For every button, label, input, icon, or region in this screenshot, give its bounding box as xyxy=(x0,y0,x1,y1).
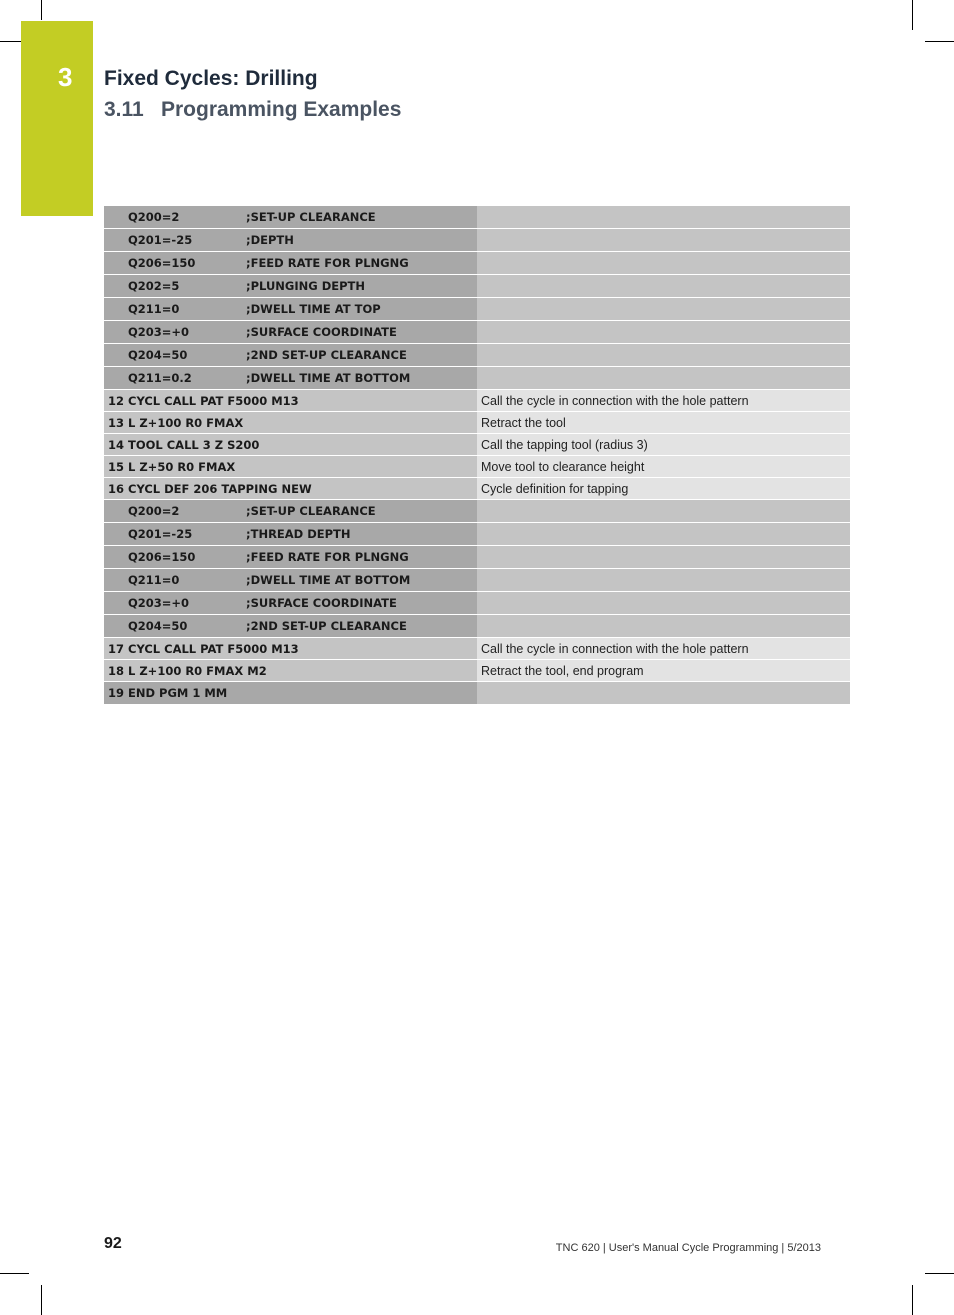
code-cell: 12 CYCL CALL PAT F5000 M13 xyxy=(104,390,477,412)
table-row xyxy=(104,615,850,638)
description-cell: Call the cycle in connection with the hole pattern xyxy=(477,638,850,660)
description-cell xyxy=(477,344,850,367)
table-row xyxy=(104,500,850,523)
table-row xyxy=(104,298,850,321)
footer-text: TNC 620 | User's Manual Cycle Programming | 5/2013 xyxy=(555,1242,821,1254)
param-value: Q211=0 xyxy=(128,573,180,587)
param-value: Q204=50 xyxy=(128,619,188,633)
table-row xyxy=(104,682,850,705)
chapter-title: Fixed Cycles: Drilling xyxy=(104,67,318,90)
description-cell xyxy=(477,206,850,229)
param-comment: ;DEPTH xyxy=(246,233,294,247)
code-cell xyxy=(104,546,477,569)
crop-mark xyxy=(41,1285,42,1315)
crop-mark xyxy=(925,1273,954,1274)
code-cell xyxy=(104,367,477,390)
description-cell xyxy=(477,546,850,569)
table-row xyxy=(104,344,850,367)
param-comment: ;SURFACE COORDINATE xyxy=(246,596,397,610)
param-comment: ;DWELL TIME AT BOTTOM xyxy=(246,573,411,587)
description-cell xyxy=(477,592,850,615)
param-value: Q202=5 xyxy=(128,279,180,293)
crop-mark xyxy=(41,0,42,20)
table-row xyxy=(104,252,850,275)
code-cell xyxy=(104,229,477,252)
param-comment: ;DWELL TIME AT TOP xyxy=(246,302,381,316)
param-comment: ;FEED RATE FOR PLNGNG xyxy=(246,550,409,564)
table-row xyxy=(104,412,850,434)
crop-mark xyxy=(925,41,954,42)
description-cell xyxy=(477,682,850,705)
description-cell: Move tool to clearance height xyxy=(477,456,850,478)
description-cell xyxy=(477,615,850,638)
table-row xyxy=(104,456,850,478)
code-cell xyxy=(104,615,477,638)
code-cell: 19 END PGM 1 MM xyxy=(104,682,477,705)
crop-mark xyxy=(0,1273,29,1274)
param-comment: ;SET-UP CLEARANCE xyxy=(246,504,376,518)
description-cell xyxy=(477,275,850,298)
table-row xyxy=(104,638,850,660)
table-row xyxy=(104,275,850,298)
param-value: Q211=0.2 xyxy=(128,371,192,385)
table-row xyxy=(104,321,850,344)
code-cell: 14 TOOL CALL 3 Z S200 xyxy=(104,434,477,456)
table-row xyxy=(104,434,850,456)
code-cell xyxy=(104,321,477,344)
description-cell xyxy=(477,252,850,275)
crop-mark xyxy=(912,0,913,30)
param-value: Q200=2 xyxy=(128,210,180,224)
crop-mark xyxy=(912,1285,913,1315)
description-cell xyxy=(477,321,850,344)
description-cell xyxy=(477,569,850,592)
param-comment: ;2ND SET-UP CLEARANCE xyxy=(246,348,407,362)
description-cell: Retract the tool xyxy=(477,412,850,434)
code-cell: 15 L Z+50 R0 FMAX xyxy=(104,456,477,478)
page-number: 92 xyxy=(104,1235,122,1252)
param-comment: ;DWELL TIME AT BOTTOM xyxy=(246,371,411,385)
param-value: Q201=-25 xyxy=(128,527,193,541)
section-number: 3.11 xyxy=(104,98,144,121)
code-cell xyxy=(104,344,477,367)
description-cell: Retract the tool, end program xyxy=(477,660,850,682)
table-row xyxy=(104,229,850,252)
crop-mark xyxy=(0,41,21,42)
table-row xyxy=(104,478,850,500)
param-value: Q211=0 xyxy=(128,302,180,316)
table-row xyxy=(104,546,850,569)
table-row xyxy=(104,523,850,546)
description-cell: Call the tapping tool (radius 3) xyxy=(477,434,850,456)
table-row xyxy=(104,569,850,592)
code-cell: 16 CYCL DEF 206 TAPPING NEW xyxy=(104,478,477,500)
code-cell xyxy=(104,592,477,615)
code-cell: 13 L Z+100 R0 FMAX xyxy=(104,412,477,434)
description-cell xyxy=(477,500,850,523)
table-row xyxy=(104,592,850,615)
param-comment: ;THREAD DEPTH xyxy=(246,527,351,541)
param-value: Q203=+0 xyxy=(128,325,190,339)
code-cell xyxy=(104,206,477,229)
description-cell xyxy=(477,229,850,252)
param-comment: ;PLUNGING DEPTH xyxy=(246,279,365,293)
param-comment: ;SET-UP CLEARANCE xyxy=(246,210,376,224)
param-value: Q206=150 xyxy=(128,550,196,564)
code-cell: 18 L Z+100 R0 FMAX M2 xyxy=(104,660,477,682)
nc-program-table xyxy=(104,206,850,705)
param-value: Q204=50 xyxy=(128,348,188,362)
description-cell xyxy=(477,367,850,390)
table-row xyxy=(104,206,850,229)
description-cell xyxy=(477,298,850,321)
chapter-tab xyxy=(21,21,93,216)
description-cell: Cycle definition for tapping xyxy=(477,478,850,500)
section-name: Programming Examples xyxy=(161,98,402,121)
param-value: Q203=+0 xyxy=(128,596,190,610)
param-value: Q200=2 xyxy=(128,504,180,518)
param-value: Q206=150 xyxy=(128,256,196,270)
code-cell xyxy=(104,569,477,592)
code-cell xyxy=(104,500,477,523)
param-comment: ;FEED RATE FOR PLNGNG xyxy=(246,256,409,270)
param-comment: ;SURFACE COORDINATE xyxy=(246,325,397,339)
chapter-number: 3 xyxy=(58,62,73,92)
code-cell: 17 CYCL CALL PAT F5000 M13 xyxy=(104,638,477,660)
code-cell xyxy=(104,298,477,321)
table-row xyxy=(104,367,850,390)
table-row xyxy=(104,660,850,682)
code-cell xyxy=(104,252,477,275)
code-cell xyxy=(104,523,477,546)
table-row xyxy=(104,390,850,412)
section-title xyxy=(104,98,401,122)
code-cell xyxy=(104,275,477,298)
param-comment: ;2ND SET-UP CLEARANCE xyxy=(246,619,407,633)
description-cell: Call the cycle in connection with the hole pattern xyxy=(477,390,850,412)
param-value: Q201=-25 xyxy=(128,233,193,247)
description-cell xyxy=(477,523,850,546)
